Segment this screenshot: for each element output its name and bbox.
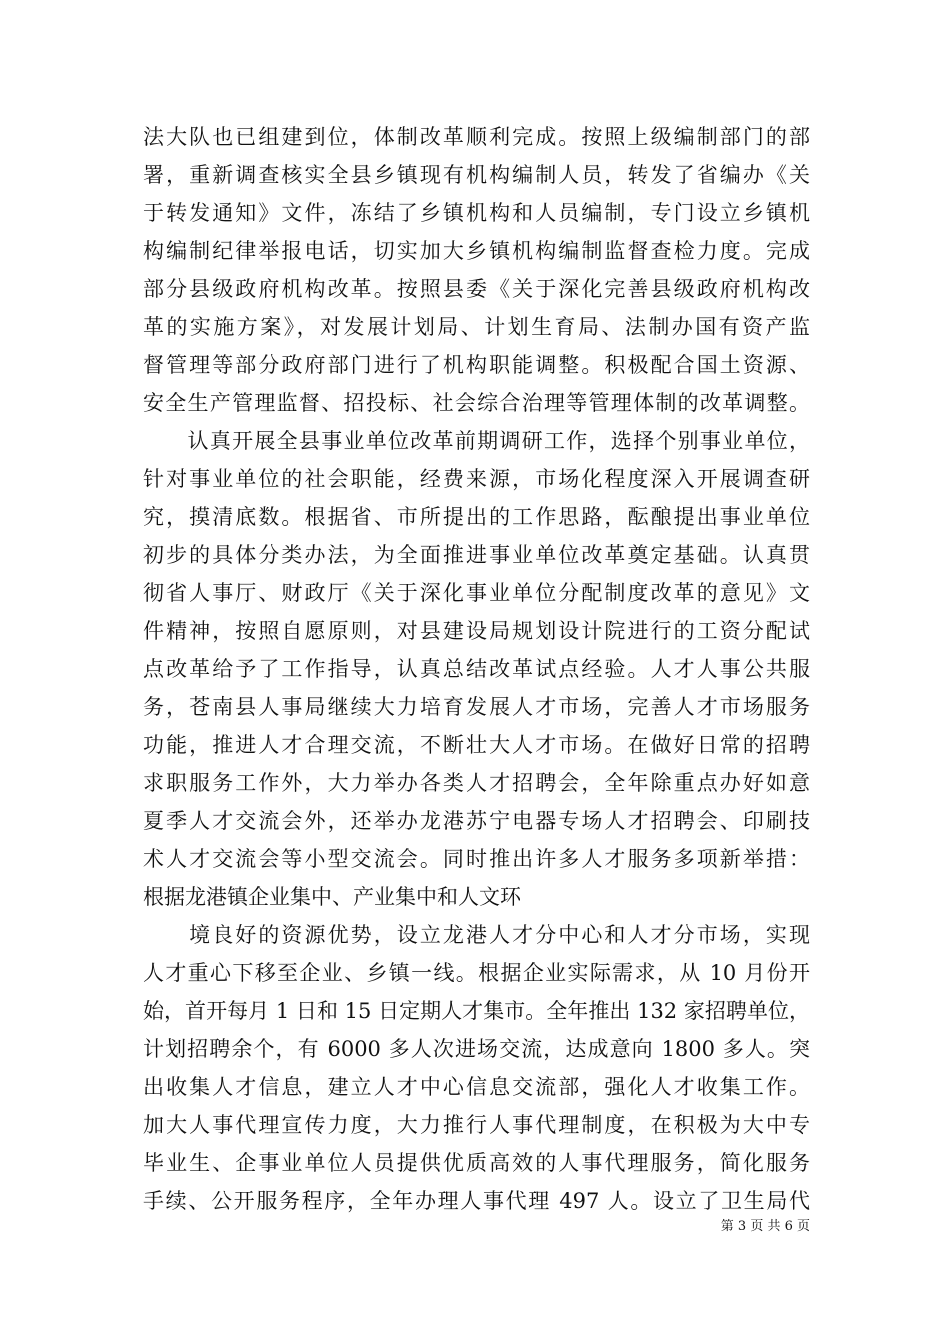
text-line: 计划招聘余个，有 6000 多人次进场交流，达成意向 1800 多人。突 (143, 1037, 810, 1061)
text-line: 革的实施方案》，对发展计划局、计划生育局、法制办国有资产监 (143, 315, 810, 339)
text-line: 术人才交流会等小型交流会。同时推出许多人才服务多项新举措： (143, 847, 810, 871)
text-line: 夏季人才交流会外，还举办龙港苏宁电器专场人才招聘会、印刷技 (143, 809, 810, 833)
text-line: 认真开展全县事业单位改革前期调研工作，选择个别事业单位， (143, 429, 810, 453)
text-line: 署，重新调查核实全县乡镇现有机构编制人员，转发了省编办《关 (143, 163, 810, 187)
text-line: 手续、公开服务程序，全年办理人事代理 497 人。设立了卫生局代 (143, 1189, 810, 1213)
text-line: 人才重心下移至企业、乡镇一线。根据企业实际需求，从 10 月份开 (143, 961, 810, 985)
text-line: 加大人事代理宣传力度，大力推行人事代理制度，在积极为大中专 (143, 1113, 810, 1137)
text-line: 究，摸清底数。根据省、市所提出的工作思路，酝酿提出事业单位 (143, 505, 810, 529)
text-line: 毕业生、企事业单位人员提供优质高效的人事代理服务，简化服务 (143, 1151, 810, 1175)
text-line: 始，首开每月 1 日和 15 日定期人才集市。全年推出 132 家招聘单位， (143, 999, 810, 1023)
text-line: 务，苍南县人事局继续大力培育发展人才市场，完善人才市场服务 (143, 695, 810, 719)
text-line: 功能，推进人才合理交流，不断壮大人才市场。在做好日常的招聘 (143, 733, 810, 757)
text-line: 构编制纪律举报电话，切实加大乡镇机构编制监督查检力度。完成 (143, 239, 810, 263)
text-line: 针对事业单位的社会职能，经费来源，市场化程度深入开展调查研 (143, 467, 810, 491)
text-line: 安全生产管理监督、招投标、社会综合治理等管理体制的改革调整。 (143, 391, 810, 415)
text-line: 法大队也已组建到位，体制改革顺利完成。按照上级编制部门的部 (143, 125, 810, 149)
page-number-footer: 第 3 页 共 6 页 (720, 1219, 810, 1234)
text-line: 部分县级政府机构改革。按照县委《关于深化完善县级政府机构改 (143, 277, 810, 301)
text-line: 件精神，按照自愿原则，对县建设局规划设计院进行的工资分配试 (143, 619, 810, 643)
text-line: 求职服务工作外，大力举办各类人才招聘会，全年除重点办好如意 (143, 771, 810, 795)
text-line: 点改革给予了工作指导，认真总结改革试点经验。人才人事公共服 (143, 657, 810, 681)
text-line: 于转发通知》文件，冻结了乡镇机构和人员编制，专门设立乡镇机 (143, 201, 810, 225)
text-line: 督管理等部分政府部门进行了机构职能调整。积极配合国土资源、 (143, 353, 810, 377)
body-text (143, 118, 810, 1220)
text-line: 根据龙港镇企业集中、产业集中和人文环 (143, 885, 521, 909)
text-line: 初步的具体分类办法，为全面推进事业单位改革奠定基础。认真贯 (143, 543, 810, 567)
text-line: 境良好的资源优势，设立龙港人才分中心和人才分市场，实现 (143, 923, 810, 947)
text-line: 出收集人才信息，建立人才中心信息交流部，强化人才收集工作。 (143, 1075, 810, 1099)
text-line: 彻省人事厅、财政厅《关于深化事业单位分配制度改革的意见》文 (143, 581, 810, 605)
